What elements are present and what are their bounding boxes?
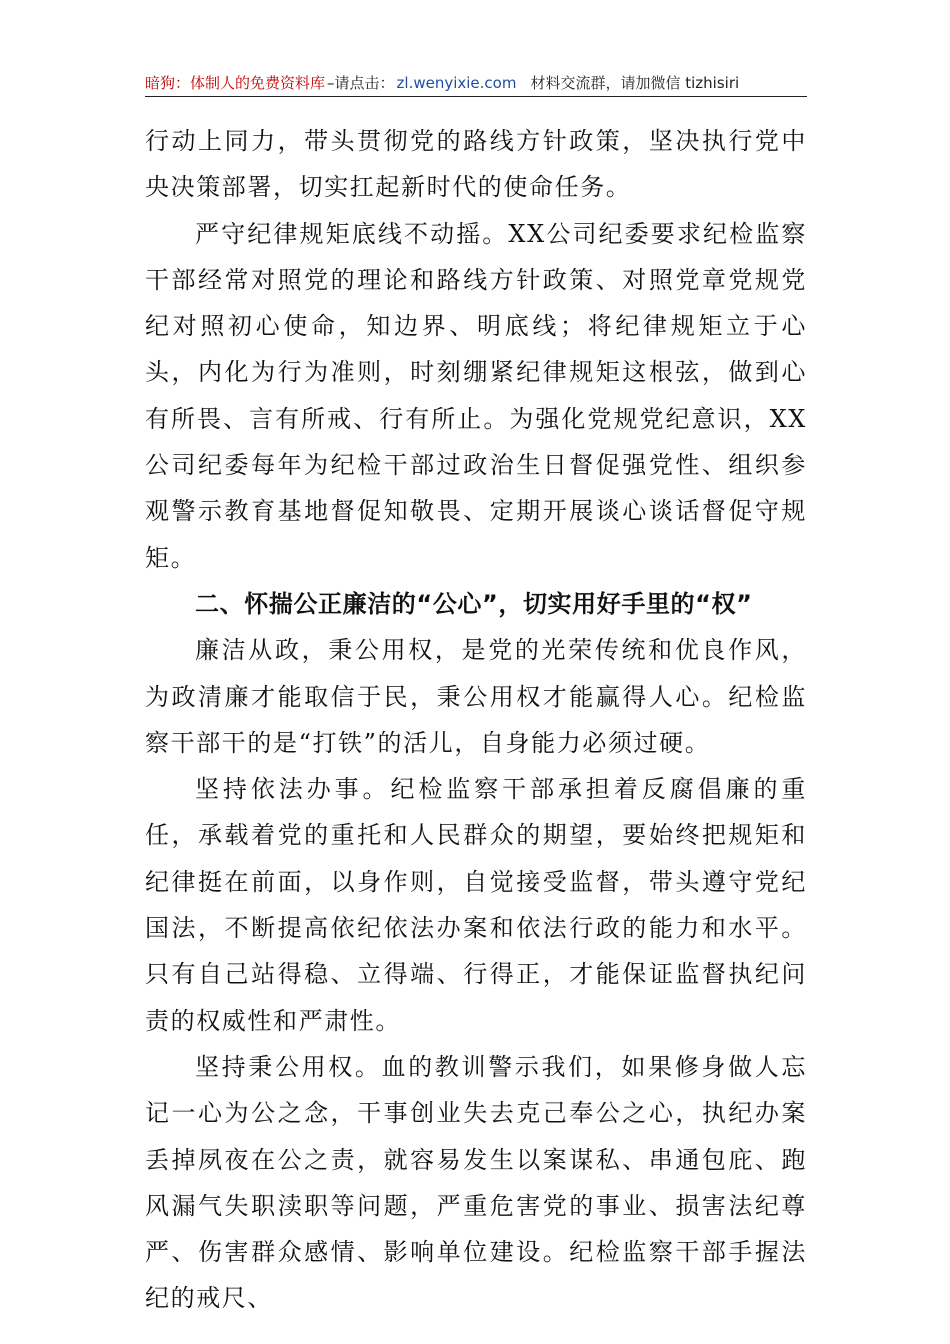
paragraph-5: 坚持秉公用权。血的教训警示我们，如果修身做人忘记一心为公之念，干事创业失去克己奉公之心，执纪办案丢掉夙夜在公之责，就容易发生以案谋私、串通包庇、跑风漏气失职渎职等问题，严重危害党的事业、损害法纪尊严、伤害群众感情、影响单位建设。纪检监察干部手握法纪的戒尺、: [145, 1052, 807, 1313]
header-link[interactable]: zl.wenyixie.com: [396, 74, 517, 92]
header-site-name: 暗狗：体制人的免费资料库: [145, 74, 326, 92]
document-body: [145, 118, 807, 1322]
paragraph-2: 严守纪律规矩底线不动摇。XX公司纪委要求纪检监察干部经常对照党的理论和路线方针政策、对照党章党规党纪对照初心使命，知边界、明底线；将纪律规矩立于心头，内化为行为准则，时刻绷紧纪律规矩这根弦，做到心有所畏、言有所戒、行有所止。为强化党规党纪意识，XX公司纪委每年为纪检干部过政治生日督促强党性、组织参观警示教育基地督促知敬畏、定期开展谈心谈话督促守规矩。: [145, 219, 807, 572]
page-header: [145, 68, 807, 97]
paragraph-3: 廉洁从政，秉公用权，是党的光荣传统和优良作风，为政清廉才能取信于民，秉公用权才能赢得人心。纪检监察干部干的是“打铁”的活儿，自身能力必须过硬。: [145, 636, 807, 757]
section-heading-2: 二、怀揣公正廉洁的“公心”，切实用好手里的“权”: [195, 589, 753, 618]
header-separator: –: [327, 74, 335, 92]
header-prompt: 请点击：: [334, 74, 395, 92]
header-contact: 材料交流群，请加微信 tizhisiri: [530, 74, 740, 92]
paragraph-1: 行动上同力，带头贯彻党的路线方针政策，坚决执行党中央决策部署，切实扛起新时代的使命任务。: [145, 127, 807, 202]
paragraph-4: 坚持依法办事。纪检监察干部承担着反腐倡廉的重任，承载着党的重托和人民群众的期望，要始终把规矩和纪律挺在前面，以身作则，自觉接受监督，带头遵守党纪国法，不断提高依纪依法办案和依法行政的能力和水平。只有自己站得稳、立得端、行得正，才能保证监督执纪问责的权威性和严肃性。: [145, 775, 807, 1035]
